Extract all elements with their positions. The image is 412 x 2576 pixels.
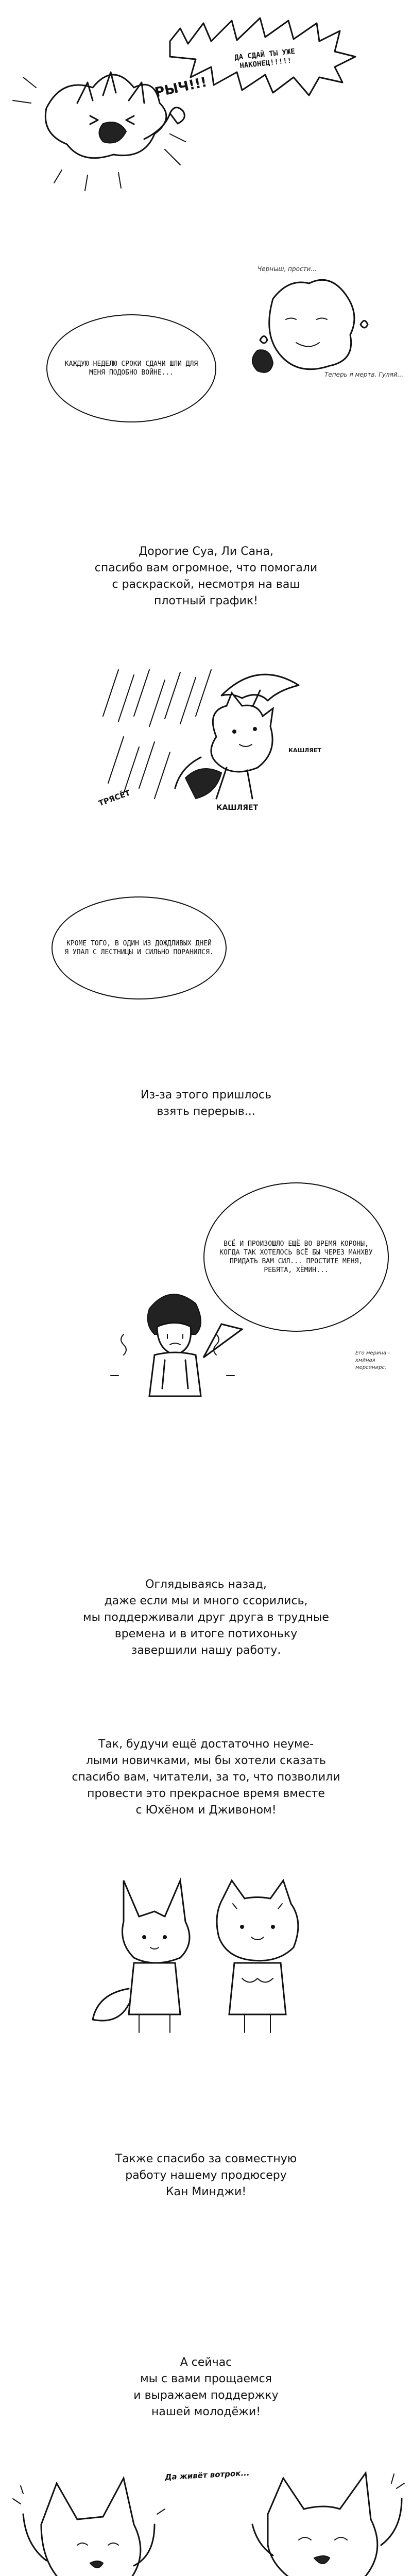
sfx-shiver: ТРЯСЁТ	[97, 788, 132, 808]
note-dead: Теперь я мертв. Гуляй...	[324, 371, 404, 378]
sfx-cough: КАШЛЯЕТ	[216, 804, 259, 812]
panel-two-characters	[0, 1860, 412, 2056]
panel-apology	[0, 1154, 412, 1412]
caption-thanks-readers: Так, будучи ещё достаточно неуме- лыми новичками, мы бы хотели сказать спасибо вам, читатели, за то, что позволили провести это прекрасное время вместе с Юхёном и Дживоном!	[72, 1738, 340, 1817]
caption-thanks-colorists: Дорогие Суа, Ли Сана, спасибо вам огромное, что помогали с раскраской, несмотря на ваш плотный график!	[94, 545, 318, 607]
panel-cheering	[0, 2442, 412, 2576]
speech-bubble-deadline: КАЖДУЮ НЕДЕЛЮ СРОКИ СДАЧИ ШЛИ ДЛЯ МЕНЯ ПОДОБНО ВОЙНЕ...	[46, 314, 216, 422]
panel-rain-sick	[0, 649, 412, 866]
fox-and-cat-illustration	[0, 1860, 412, 2056]
caption-break: Из-за этого пришлось взять перерыв...	[141, 1089, 271, 1118]
rain-cat-illustration	[0, 649, 412, 866]
panel-deadline-war	[0, 242, 412, 531]
speech-bubble-apology: ВСЁ И ПРОИЗОШЛО ЕЩЁ ВО ВРЕМЯ КОРОНЫ, КОГДА ТАК ХОТЕЛОСЬ ВСЁ БЫ ЧЕРЕЗ МАНХВУ ПРИДАТЬ ВАМ СИЛ... ПРОСТИТЕ МЕНЯ, РЕБЯТА, ХЁМИН...	[203, 1182, 389, 1332]
caption-looking-back: Оглядываясь назад, даже если мы и много ссорились, мы поддерживали друг друга в трудные времена и в итоге потихоньку завершили нашу работу.	[83, 1578, 329, 1657]
speech-bubble-injury: КРОМЕ ТОГО, В ОДИН ИЗ ДОЖДЛИВЫХ ДНЕЙ Я УПАЛ С ЛЕСТНИЦЫ И СИЛЬНО ПОРАНИЛСЯ.	[52, 896, 227, 999]
side-note: Его мерина - хмйная мерсинирс.	[355, 1350, 390, 1370]
shout-bubble-text: ДА СДАЙ ТЫ УЖЕ НАКОНЕЦ!!!!!	[234, 47, 296, 71]
cheering-illustration	[0, 2442, 412, 2576]
caption-farewell: А сейчас мы с вами прощаемся и выражаем поддержку нашей молодёжи!	[133, 2356, 279, 2418]
shouting-character-illustration	[0, 0, 412, 232]
sfx-roar: РЫЧ!!!	[153, 74, 209, 101]
note-sorry: Черныш, прости...	[258, 265, 317, 273]
panel-shouting	[0, 0, 412, 232]
caption-thanks-producer: Также спасибо за совместную работу нашему продюсеру Кан Минджи!	[115, 2153, 297, 2198]
banner-cheer: Да живёт вотрок...	[164, 2468, 250, 2482]
panel-injury	[0, 876, 412, 1030]
sfx-cough-small: КАШЛЯЕТ	[288, 747, 321, 754]
